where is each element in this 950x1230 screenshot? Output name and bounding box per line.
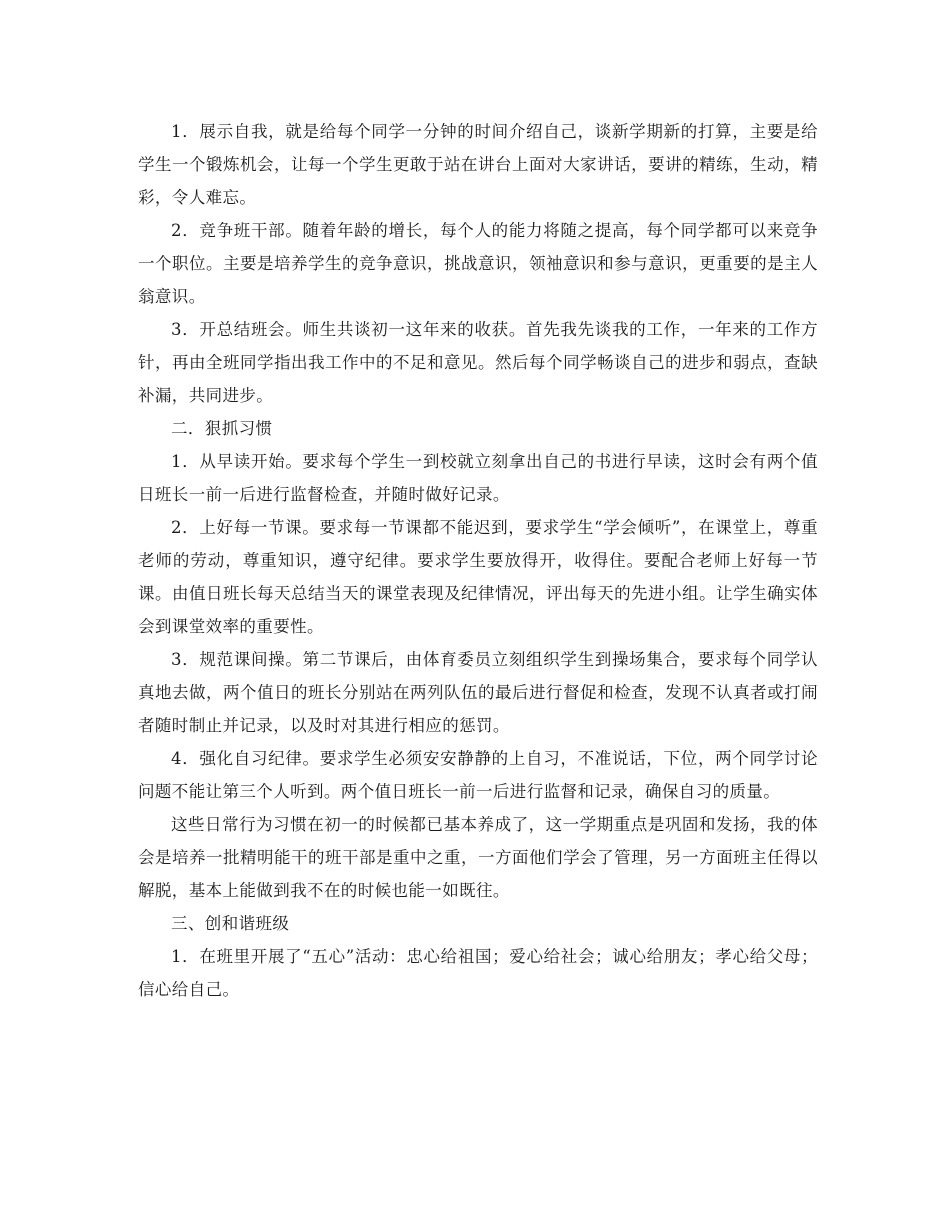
- paragraph-every-class: 2．上好每一节课。要求每一节课都不能迟到，要求学生“学会倾听”，在课堂上，尊重老师的劳动，尊重知识，遵守纪律。要求学生要放得开，收得住。要配合老师上好每一节课。由值日班长每天总结当天的课堂表现及纪律情况，评出每天的先进小组。让学生确实体会到课堂效率的重要性。: [138, 518, 818, 636]
- paragraph-self-introduction: 1．展示自我，就是给每个同学一分钟的时间介绍自己，谈新学期新的打算，主要是给学生一个锻炼机会，让每一个学生更敢于站在讲台上面对大家讲话，要讲的精练，生动，精彩，令人难忘。: [138, 122, 818, 207]
- document-body: [138, 115, 818, 1006]
- paragraph-self-study-discipline: 4．强化自习纪律。要求学生必须安安静静的上自习，不准说话，下位，两个同学讨论问题不能让第三个人听到。两个值日班长一前一后进行监督和记录，确保自习的质量。: [138, 749, 818, 801]
- paragraph-class-cadre-election: 2．竞争班干部。随着年龄的增长，每个人的能力将随之提高，每个同学都可以来竞争一个职位。主要是培养学生的竞争意识，挑战意识，领袖意识和参与意识，更重要的是主人翁意识。: [138, 221, 818, 306]
- paragraph-habits-summary: 这些日常行为习惯在初一的时候都已基本养成了，这一学期重点是巩固和发扬，我的体会是培养一批精明能干的班干部是重中之重，一方面他们学会了管理，另一方面班主任得以解脱，基本上能做到我不在的时候也能一如既往。: [138, 815, 818, 900]
- paragraph-summary-meeting: 3．开总结班会。师生共谈初一这年来的收获。首先我先谈我的工作，一年来的工作方针，再由全班同学指出我工作中的不足和意见。然后每个同学畅谈自己的进步和弱点，查缺补漏，共同进步。: [138, 320, 818, 405]
- section-heading-habits: 二．狠抓习惯: [171, 419, 273, 438]
- paragraph-morning-reading: 1．从早读开始。要求每个学生一到校就立刻拿出自己的书进行早读，这时会有两个值日班长一前一后进行监督检查，并随时做好记录。: [138, 452, 818, 504]
- section-heading-harmonious-class: 三、创和谐班级: [171, 914, 290, 933]
- paragraph-exercise-break: 3．规范课间操。第二节课后，由体育委员立刻组织学生到操场集合，要求每个同学认真地去做，两个值日的班长分别站在两列队伍的最后进行督促和检查，发现不认真者或打闹者随时制止并记录，以及时对其进行相应的惩罚。: [138, 650, 818, 735]
- paragraph-five-hearts-activity: 1．在班里开展了“五心”活动：忠心给祖国；爱心给社会；诚心给朋友；孝心给父母；信心给自己。: [138, 947, 818, 999]
